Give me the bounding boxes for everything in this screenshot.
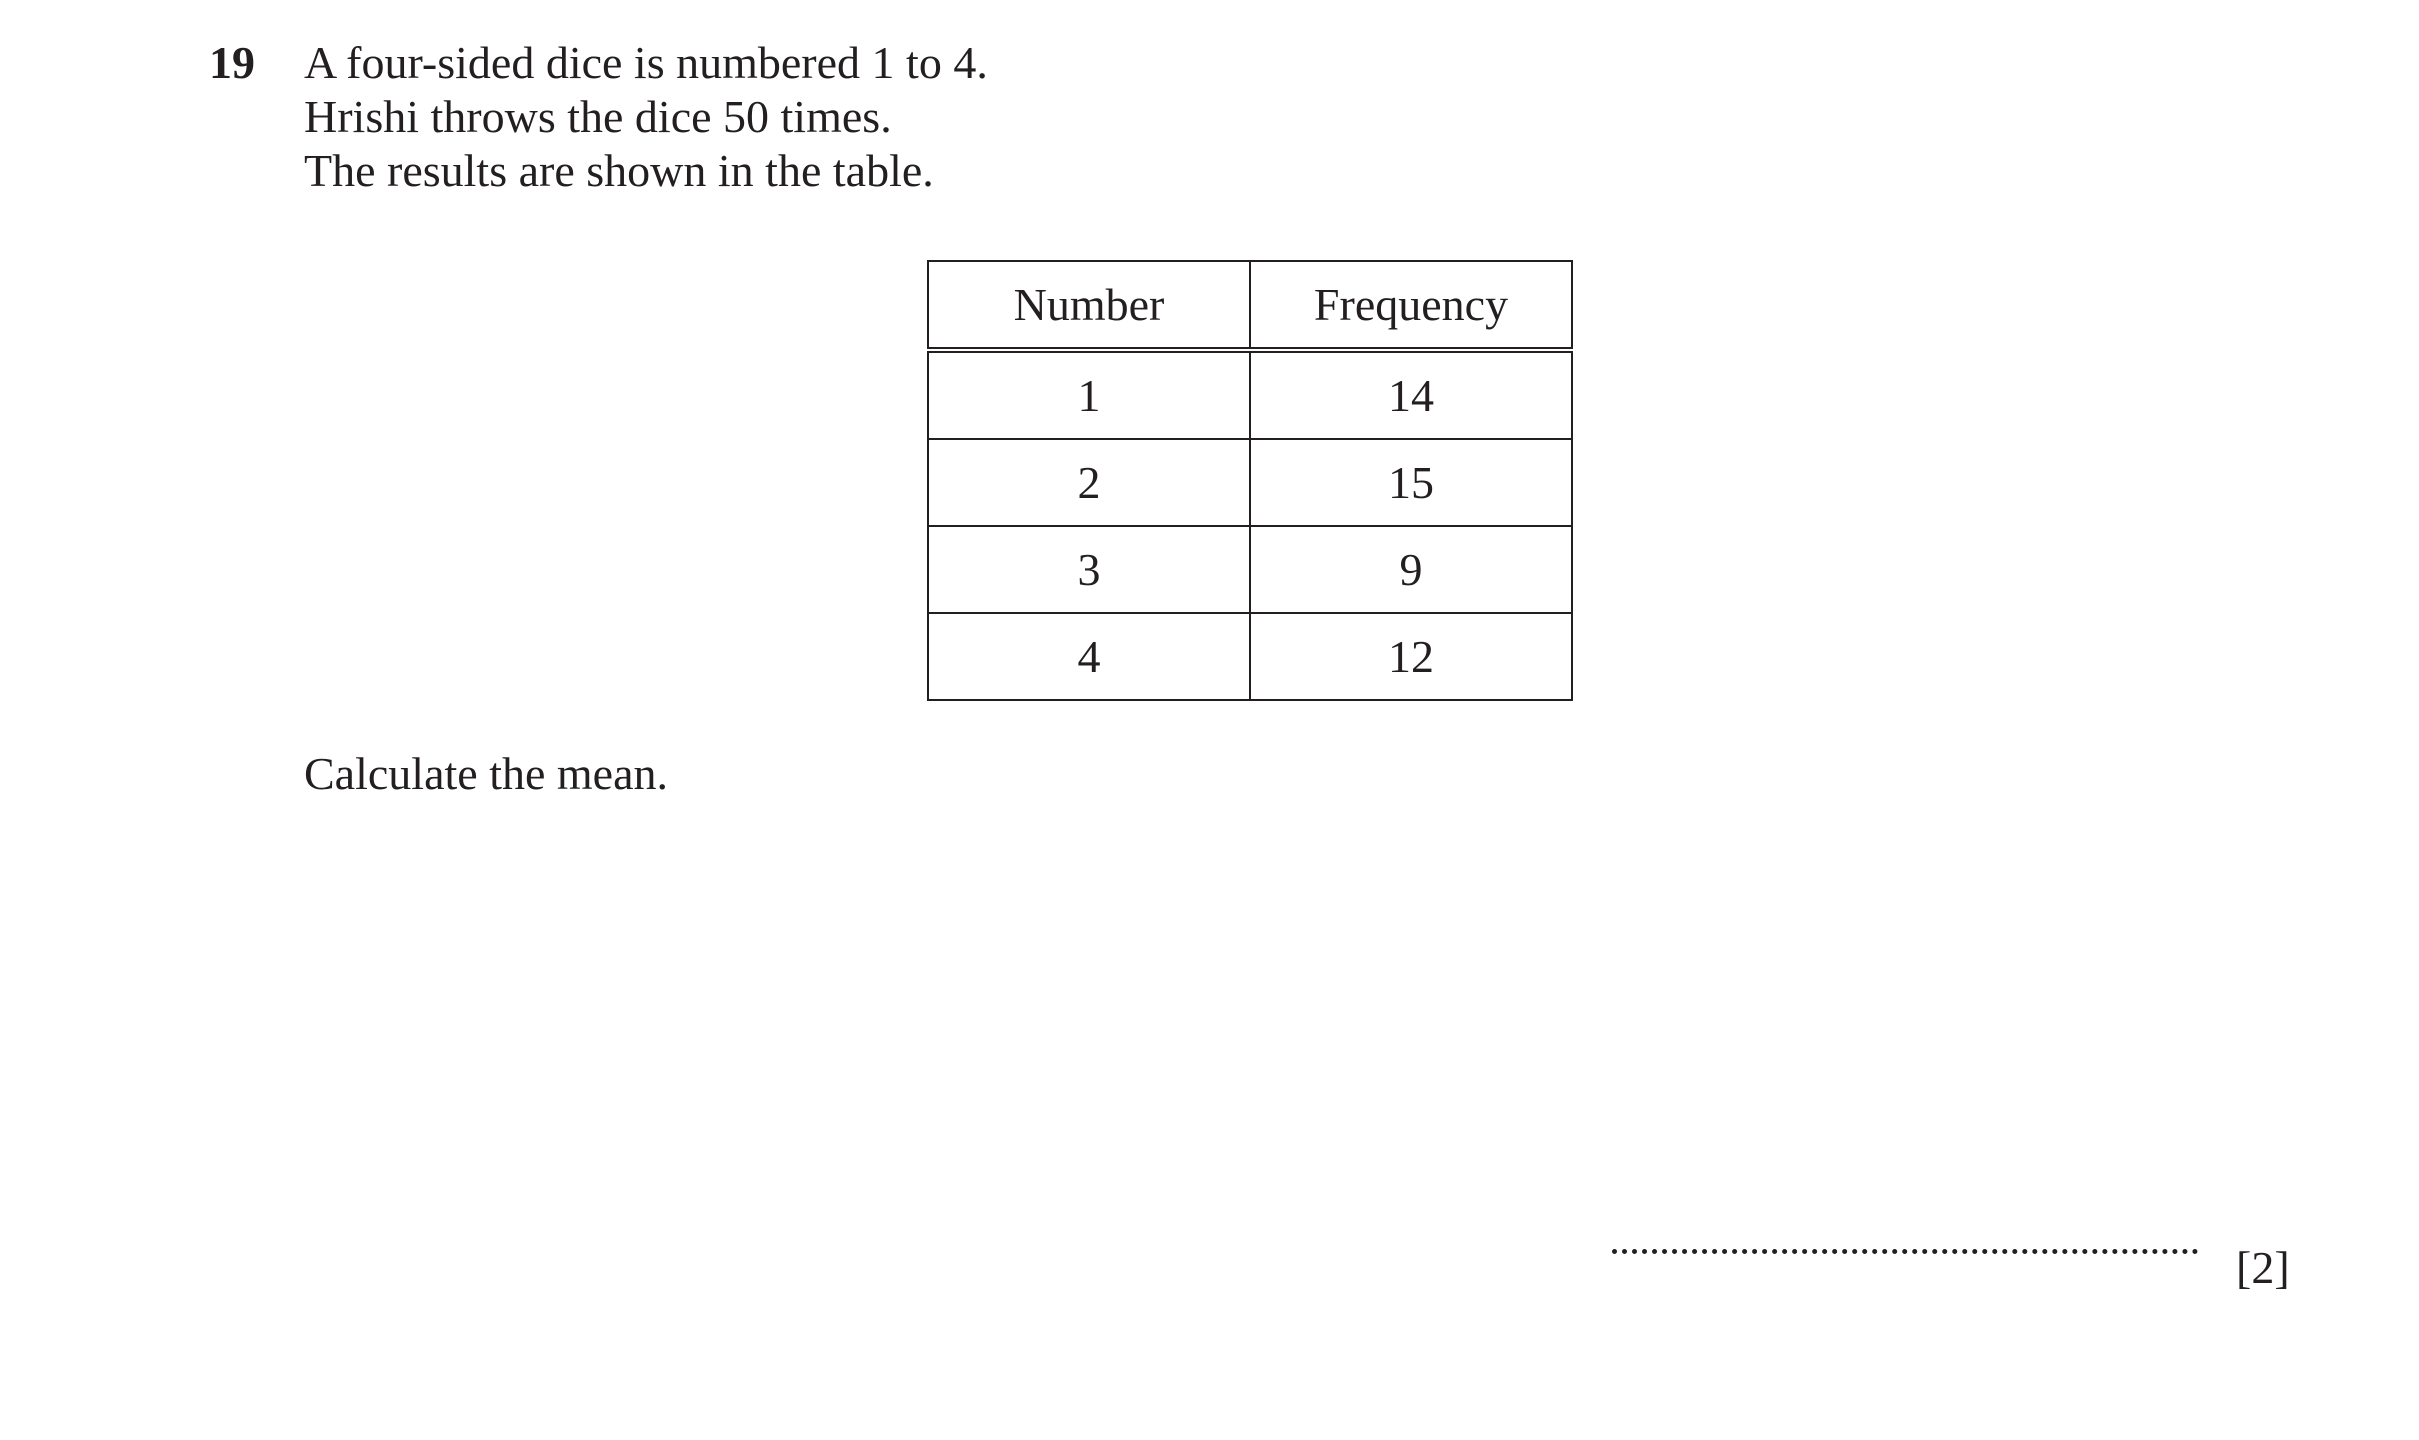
question-number: 19 bbox=[209, 37, 255, 88]
frequency-cell: 15 bbox=[1250, 439, 1572, 526]
question-line: A four-sided dice is numbered 1 to 4. bbox=[304, 37, 988, 88]
question-line: Hrishi throws the dice 50 times. bbox=[304, 91, 892, 142]
marks-label: [2] bbox=[2236, 1242, 2290, 1293]
number-cell: 4 bbox=[928, 613, 1250, 700]
frequency-cell: 14 bbox=[1250, 350, 1572, 439]
number-cell: 3 bbox=[928, 526, 1250, 613]
column-header-number: Number bbox=[928, 261, 1250, 350]
table-row bbox=[928, 526, 1572, 613]
table-row bbox=[928, 439, 1572, 526]
table-row bbox=[928, 613, 1572, 700]
table-row bbox=[928, 350, 1572, 439]
frequency-cell: 9 bbox=[1250, 526, 1572, 613]
number-cell: 1 bbox=[928, 350, 1250, 439]
column-header-frequency: Frequency bbox=[1250, 261, 1572, 350]
question-line: The results are shown in the table. bbox=[304, 145, 934, 196]
number-cell: 2 bbox=[928, 439, 1250, 526]
question-text bbox=[304, 36, 988, 198]
frequency-table bbox=[927, 260, 1573, 701]
frequency-cell: 12 bbox=[1250, 613, 1572, 700]
instruction-text: Calculate the mean. bbox=[304, 748, 669, 799]
answer-line[interactable] bbox=[1612, 1245, 2198, 1254]
table-header-row bbox=[928, 261, 1572, 350]
